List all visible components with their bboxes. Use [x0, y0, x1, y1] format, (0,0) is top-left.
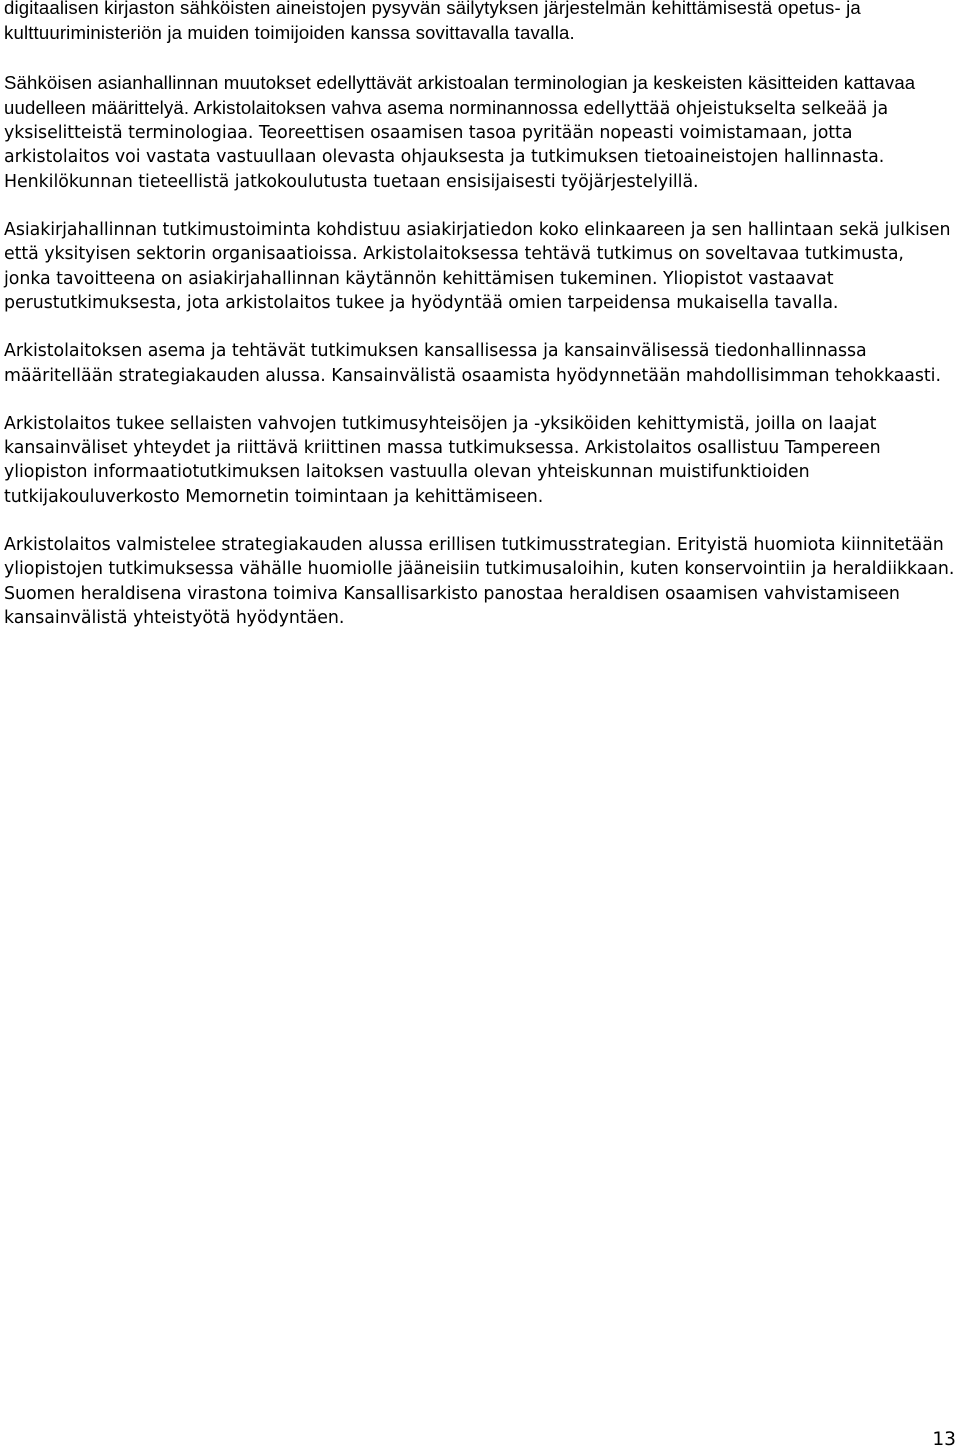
text-run: digitaalisen kirjaston sähköisten aineistojen pysyvän säilytyksen järjestelmän kehittämisestä opetus- ja kulttuuriministeriön ja muiden toimijoiden kanssa sovittavalla tavalla. — [4, 0, 861, 44]
paragraph-3 — [4, 218, 956, 315]
text-run: Arkistolaitos valmistelee strategiakauden alussa erillisen tutkimusstrategian. Erityistä huomiota kiinnitetään yliopistojen tutkimuksessa vähälle huomiolle jääneisiin tutkimusaloihin, kuten konservointiin ja heraldiikkaan. Suomen heraldisena virastona toimiva Kansallisarkisto panostaa heraldisen osaamisen vahvistamiseen kansainvälistä yhteistyötä hyödyntäen. — [4, 535, 955, 628]
paragraph-2 — [4, 71, 956, 194]
document-body — [4, 0, 956, 654]
paragraph-5 — [4, 412, 956, 509]
paragraph-6 — [4, 533, 956, 630]
paragraph-1 — [4, 0, 956, 47]
text-run: Asiakirjahallinnan tutkimustoiminta kohdistuu asiakirjatiedon koko elinkaareen ja sen hallintaan sekä julkisen että yksityisen sektorin organisaatioissa. Arkistolaitoksessa tehtävä tutkimus on soveltavaa tutkimusta, jonka tavoitteena on asiakirjahallinnan käytännön kehittämisen tukeminen. Yliopistot vastaavat perustutkimuksesta, jota arkistolaitos tukee ja hyödyntää omien tarpeidensa mukaisella tavalla. — [4, 220, 951, 313]
text-run: Arkistolaitos tukee sellaisten vahvojen tutkimusyhteisöjen ja -yksiköiden kehittymistä, joilla on laajat kansainväliset yhteydet ja riittävä kriittinen massa tutkimuksessa. Arkistolaitos osallistuu Tampereen yliopiston informaatiotutkimuksen laitoksen vastuulla olevan yhteiskunnan muistifunktioiden tutkijakouluverkosto Memornetin toimintaan ja kehittämiseen. — [4, 413, 881, 507]
text-run: Sähköisen asianhallinnan muutokset edellyttävät arkistoalan terminologian ja keskeisten käsitteiden kattavaa uudelleen määrittelyä. Arkistolaitoksen vahva asema norminannossa — [4, 71, 916, 118]
text-run: Arkistolaitoksen asema ja tehtävät tutkimuksen kansallisessa ja kansainvälisessä tiedonhallinnassa määritellään strategiakauden alussa. Kansainvälistä osaamista hyödynnetään mahdollisimman tehokkaasti. — [4, 341, 941, 386]
page-number: 13 — [932, 1429, 956, 1450]
text-run: edellyttää ohjeistukselta selkeää ja yksiselitteistä terminologiaa. Teoreettisen osaamisen tasoa pyritään nopeasti voimistamaan, jotta arkistolaitos voi vastata vastuullaan olevasta ohjauksesta ja tutkimuksen tietoaineistojen hallinnasta. Henkilökunnan tieteellistä jatkokoulutusta tuetaan ensisijaisesti työjärjestelyillä. — [4, 98, 889, 192]
paragraph-4 — [4, 339, 956, 388]
